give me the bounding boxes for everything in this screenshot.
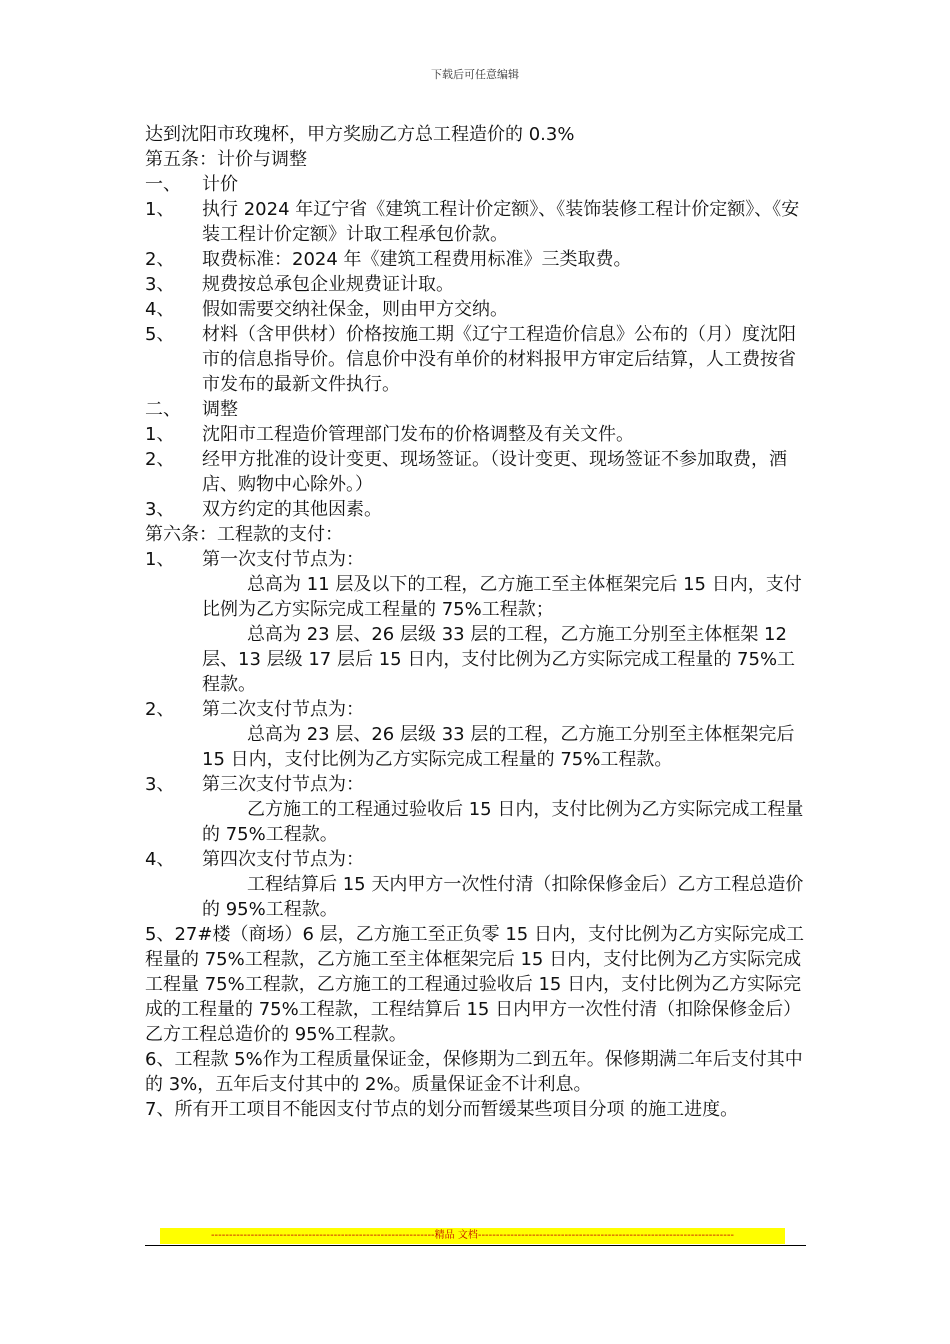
paragraph-5: 5、27#楼（商场）6 层，乙方施工至正负零 15 日内，支付比例为乙方实际完成工程量的 75%工程款，乙方施工至主体框架完后 15 日内，支付比例为乙方实际完成工程量 75%工程款，乙方施工的工程通过验收后 15 日内，支付比例为乙方实际完成的工程量的 75%工程款，工程结算后 15 日内甲方一次性付清（扣除保修金后）乙方工程总造价的 95%工程款。 (145, 924, 804, 1045)
list-item (145, 272, 810, 297)
paragraph: 工程结算后 15 天内甲方一次性付清（扣除保修金后）乙方工程总造价的 95%工程款。 (202, 874, 804, 920)
item-number: 1、 (145, 199, 175, 220)
item-heading: 第四次支付节点为： (202, 849, 364, 870)
paragraph-7: 7、所有开工项目不能因支付节点的划分而暂缓某些项目分项 的施工进度。 (145, 1099, 739, 1120)
item-text: 双方约定的其他因素。 (202, 499, 382, 520)
intro-line: 达到沈阳市玫瑰杯，甲方奖励乙方总工程造价的 0.3% (145, 124, 575, 145)
document-body (145, 122, 810, 1122)
article-6-title: 第六条：工程款的支付： (145, 524, 343, 545)
item-number: 1、 (145, 549, 175, 570)
item-number: 2、 (145, 449, 175, 470)
item-number: 3、 (145, 274, 175, 295)
paragraph-6: 6、工程款 5%作为工程质量保证金，保修期为二到五年。保修期满二年后支付其中的 3%，五年后支付其中的 2%。质量保证金不计利息。 (145, 1049, 803, 1095)
payment-node-4-detail (145, 872, 810, 922)
payment-node-1 (145, 547, 810, 572)
item-text: 执行 2024 年辽宁省《建筑工程计价定额》、《装饰装修工程计价定额》、《安装工程计价定额》计取工程承包价款。 (202, 199, 800, 245)
payment-node-2 (145, 697, 810, 722)
list-item (145, 497, 810, 522)
section-number: 二、 (145, 399, 181, 420)
paragraph: 乙方施工的工程通过验收后 15 日内，支付比例为乙方实际完成工程量的 75%工程款。 (202, 799, 804, 845)
list-item (145, 247, 810, 272)
section-pricing (145, 172, 810, 197)
item-number: 3、 (145, 774, 175, 795)
list-item (145, 422, 810, 447)
list-item (145, 322, 810, 397)
payment-node-2-detail (145, 722, 810, 772)
footer-banner: --------------------------------------------------------------精品 文档----------------------------------------------------------------------- (160, 1228, 785, 1244)
payment-node-1-detail (145, 572, 810, 697)
paragraph: 总高为 23 层、26 层级 33 层的工程，乙方施工分别至主体框架完后 15 日内，支付比例为乙方实际完成工程量的 75%工程款。 (202, 724, 795, 770)
item-heading: 第三次支付节点为： (202, 774, 364, 795)
item-heading: 第一次支付节点为： (202, 549, 364, 570)
payment-node-3-detail (145, 797, 810, 847)
article-5-title: 第五条：计价与调整 (145, 149, 307, 170)
item-number: 1、 (145, 424, 175, 445)
item-number: 3、 (145, 499, 175, 520)
page-header: 下载后可任意编辑 (431, 68, 519, 81)
item-text: 经甲方批准的设计变更、现场签证。（设计变更、现场签证不参加取费，酒店、购物中心除外。） (202, 449, 787, 495)
payment-node-3 (145, 772, 810, 797)
section-number: 一、 (145, 174, 181, 195)
section-adjustment (145, 397, 810, 422)
item-number: 4、 (145, 299, 175, 320)
footer-divider (145, 1245, 806, 1246)
item-text: 材料（含甲供材）价格按施工期《辽宁工程造价信息》公布的（月）度沈阳市的信息指导价。信息价中没有单价的材料报甲方审定后结算，人工费按省市发布的最新文件执行。 (202, 324, 796, 395)
item-number: 5、 (145, 324, 175, 345)
item-number: 2、 (145, 699, 175, 720)
paragraph: 总高为 11 层及以下的工程，乙方施工至主体框架完后 15 日内，支付比例为乙方实际完成工程量的 75%工程款； (202, 574, 802, 620)
payment-node-4 (145, 847, 810, 872)
item-text: 沈阳市工程造价管理部门发布的价格调整及有关文件。 (202, 424, 634, 445)
list-item (145, 197, 810, 247)
paragraph: 总高为 23 层、26 层级 33 层的工程，乙方施工分别至主体框架 12 层、13 层级 17 层后 15 日内，支付比例为乙方实际完成工程量的 75%工程款。 (202, 624, 796, 695)
section-label: 计价 (202, 174, 238, 195)
item-number: 4、 (145, 849, 175, 870)
item-heading: 第二次支付节点为： (202, 699, 364, 720)
list-item (145, 447, 810, 497)
list-item (145, 297, 810, 322)
item-text: 假如需要交纳社保金，则由甲方交纳。 (202, 299, 508, 320)
item-text: 取费标准：2024 年《建筑工程费用标准》三类取费。 (202, 249, 632, 270)
item-text: 规费按总承包企业规费证计取。 (202, 274, 454, 295)
section-label: 调整 (202, 399, 238, 420)
item-number: 2、 (145, 249, 175, 270)
